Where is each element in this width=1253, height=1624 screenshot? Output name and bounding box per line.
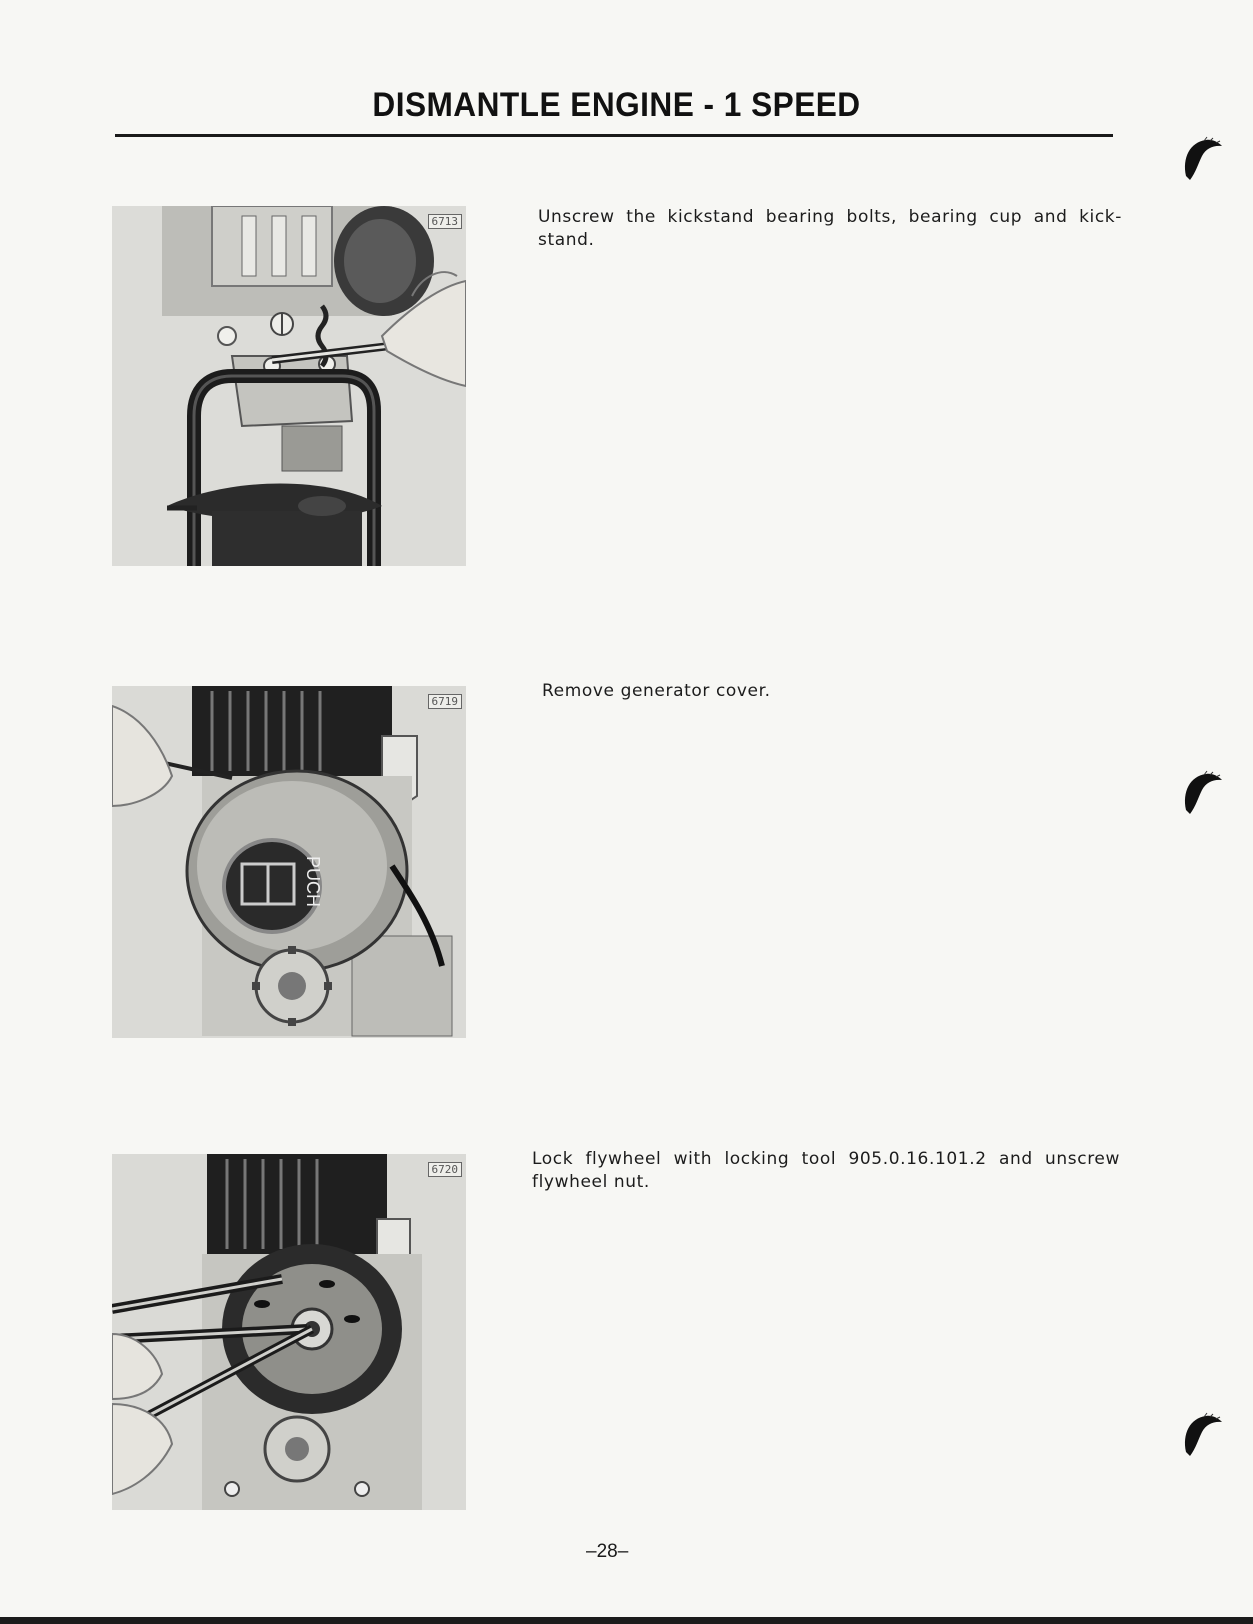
binder-hole-icon: [1180, 1412, 1224, 1458]
step-2-instruction: Remove generator cover.: [542, 681, 771, 701]
photo-number-label: 6713: [428, 214, 463, 229]
binder-hole-icon: [1180, 770, 1224, 816]
step-3-instruction: Lock flywheel with locking tool 905.0.16.101.2 and unscrew flywheel nut.: [532, 1149, 1120, 1192]
scan-bottom-edge: [0, 1617, 1253, 1624]
page-title: DISMANTLE ENGINE - 1 SPEED: [372, 86, 861, 124]
flywheel-lock-photo: [112, 1154, 466, 1510]
kickstand-removal-photo: [112, 206, 466, 566]
photo-number-label: 6720: [428, 1162, 463, 1177]
binder-hole-icon: [1180, 136, 1224, 182]
page-number: –28–: [586, 1541, 629, 1562]
generator-cover-photo: [112, 686, 466, 1038]
puch-logo-text: PUCH: [303, 856, 323, 908]
step-1-instruction: Unscrew the kickstand bearing bolts, bearing cup and kick-stand.: [538, 207, 1122, 250]
generator-cover-illustration: [112, 686, 466, 1038]
photo-number-label: 6719: [428, 694, 463, 709]
flywheel-lock-illustration: [112, 1154, 466, 1510]
engine-kickstand-illustration: [112, 206, 466, 566]
title-divider: [115, 134, 1113, 137]
